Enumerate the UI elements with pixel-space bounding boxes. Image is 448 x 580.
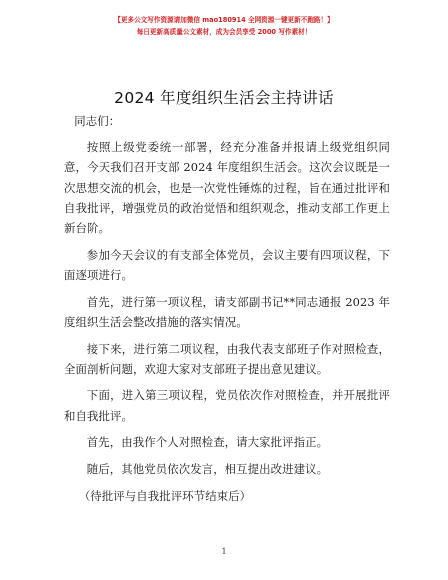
page-number: 1 [221,547,227,556]
paragraph-2: 参加今天会议的有支部全体党员，会议主要有四项议程，下面逐项进行。 [64,247,390,282]
paragraph-1: 按照上级党委统一部署，经充分准备并报请上级党组织同意，今天我们召开支部 2024 年度组织生活会。这次会议既是一次思想交流的机会，也是一次党性锤炼的过程，旨在通过批评和自我批评，增强党员的政治觉悟和组织观念，推动支部工作更上新台阶。 [64,140,390,236]
promo-banner-line-2: 每日更新高质量公文素材，成为会员享受 2000 写作素材！ [136,28,312,36]
salutation: 同志们： [74,114,121,128]
promo-banner [0,14,448,38]
document-title: 2024 年度组织生活会主持讲话 [114,89,334,107]
paragraph-7: 随后，其他党员依次发言，相互提出改进建议。 [86,462,329,477]
promo-banner-line-1: 【更多公文写作资源请加微信 mao180914 全网资源一键更新不跑路！】 [114,16,334,24]
paragraph-6: 首先，由我作个人对照检查，请大家批评指正。 [86,435,329,450]
closing-note: （待批评与自我批评环节结束后） [78,488,252,503]
document-body [64,111,390,512]
paragraph-3: 首先，进行第一项议程，请支部副书记**同志通报 2023 年度组织生活会整改措施的落实情况。 [64,294,390,329]
paragraph-4: 接下来，进行第二项议程，由我代表支部班子作对照检查，全面剖析问题，欢迎大家对支部班子提出意见建议。 [64,341,390,376]
paragraph-5: 下面，进入第三项议程，党员依次作对照检查，并开展批评和自我批评。 [64,388,390,423]
